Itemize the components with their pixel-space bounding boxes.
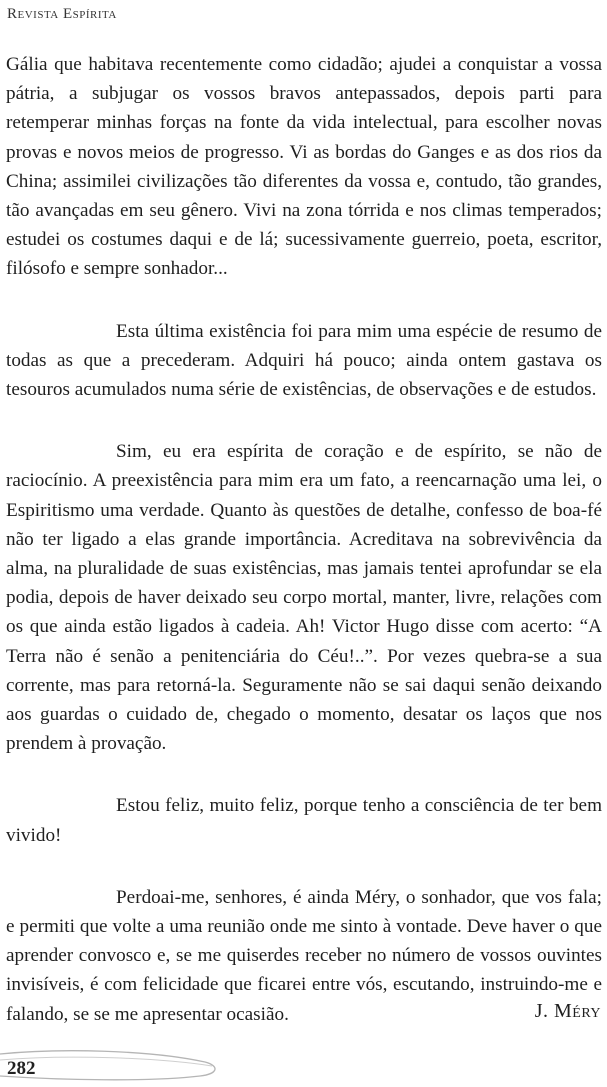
article-body — [6, 50, 602, 1062]
paragraph: Gália que habitava recentemente como cidadão; ajudei a conquistar a vossa pátria, a subjugar os vossos bravos antepassados, depois parti para retemperar minhas forças na fonte da vida intelectual, para escolher novas provas e novos meios de progresso. Vi as bordas do Ganges e as dos rios da China; assimilei civilizações tão diferentes da vossa e, contudo, tão grandes, tão avançadas em seu gênero. Vivi na zona tórrida e nos climas temperados; estudei os costumes daqui e de lá; sucessivamente guerreio, poeta, escritor, filósofo e sempre sonhador... — [6, 54, 602, 280]
author-signature: J. Méry — [534, 1000, 601, 1022]
paragraph: Sim, eu era espírita de coração e de espírito, se não de raciocínio. A preexistência para mim era um fato, a reencarnação uma lei, o Espiritismo uma verdade. Quanto às questões de detalhe, confesso de boa-fé não ter ligado a elas grande importância. Acreditava na sobrevivência da alma, na pluralidade de suas existências, mas jamais tentei aprofundar se ela podia, depois de haver deixado seu corpo mortal, manter, livre, relações com os que ainda estão ligados à cadeia. Ah! Victor Hugo disse com acerto: “A Terra não é senão a penitenciária do Céu!..”. Por vezes quebra-se a sua corrente, mas para retorná-la. Seguramente não se sai daqui senão deixando aos guardas o cuidado de, chegado o momento, desatar os laços que nos prendem à provação. — [6, 441, 602, 755]
running-head: Revista Espírita — [7, 6, 117, 22]
paragraph: Estou feliz, muito feliz, porque tenho a consciência de ter bem vivido! — [6, 795, 602, 846]
paragraph: Perdoai-me, senhores, é ainda Méry, o sonhador, que vos fala; e permiti que volte a uma reunião onde me sinto à vontade. Deve haver o que aprender convosco e, se me quiserdes receber no número de vossos ouvintes invisíveis, é com felicidade que ficarei entre vós, escutando, instruindo-me e falando, se se me apresentar ocasião. — [6, 886, 602, 1025]
paragraph: Esta última existência foi para mim uma espécie de resumo de todas as que a precederam. Adquiri há pouco; ainda ontem gastava os tesouros acumulados numa série de existências, de observações e de estudos. — [6, 320, 602, 401]
page-number: 282 — [7, 1058, 36, 1079]
